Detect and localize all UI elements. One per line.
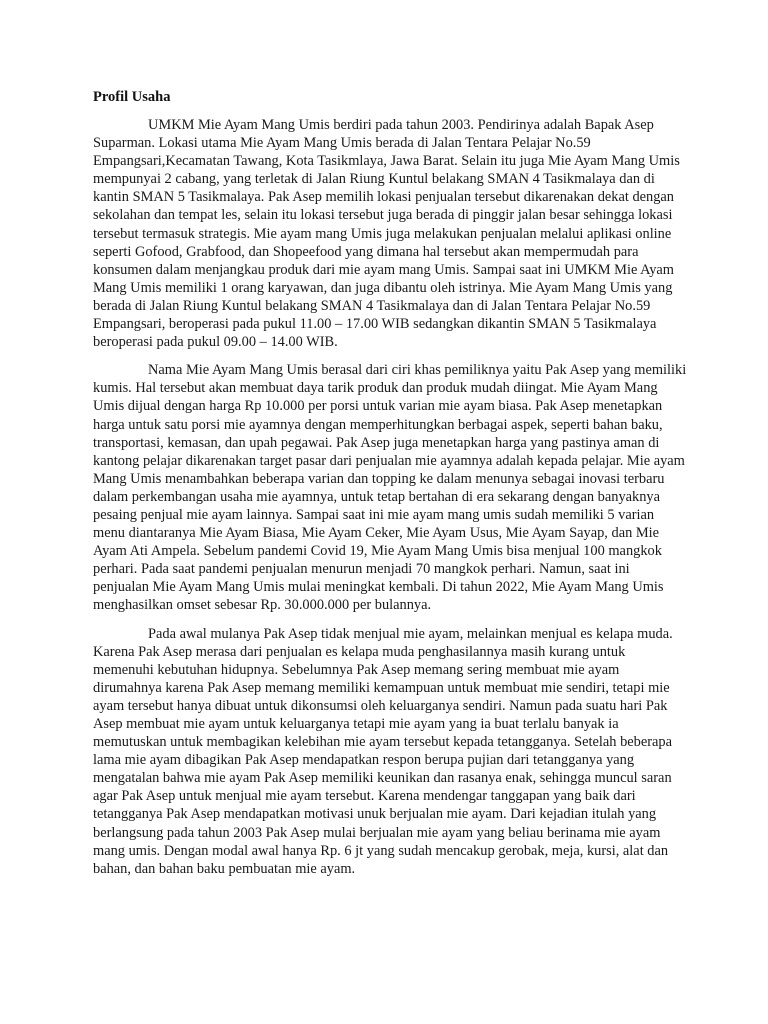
paragraph-2: Nama Mie Ayam Mang Umis berasal dari ciri khas pemiliknya yaitu Pak Asep yang memiliki kumis. Hal tersebut akan membuat daya tarik produk dan produk mudah diingat. Mie Ayam Mang Umis dijual dengan harga Rp 10.000 per porsi untuk varian mie ayam biasa. Pak Asep menetapkan harga untuk satu porsi mie ayamnya dengan memperhitungkan berbagai aspek, seperti bahan baku, transportasi, kemasan, dan upah pegawai. Pak Asep juga menetapkan harga yang pastinya aman di kantong pelajar dikarenakan target pasar dari penjualan mie ayamnya adalah kepada pelajar. Mie ayam Mang Umis menambahkan beberapa varian dan topping ke dalam menunya sebagai inovasi terbaru dalam perkembangan usaha mie ayamnya, untuk tetap bertahan di era sekarang dengan banyaknya pesaing penjual mie ayam lainnya. Sampai saat ini mie ayam mang umis sudah memiliki 5 varian menu diantaranya Mie Ayam Biasa, Mie Ayam Ceker, Mie Ayam Usus, Mie Ayam Sayap, dan Mie Ayam Ati Ampela. Sebelum pandemi Covid 19, Mie Ayam Mang Umis bisa menjual 100 mangkok perhari. Pada saat pandemi penjualan menurun menjadi 70 mangkok perhari. Namun, saat ini penjualan Mie Ayam Mang Umis mulai meningkat kembali. Di tahun 2022, Mie Ayam Mang Umis menghasilkan omset sebesar Rp. 30.000.000 per bulannya. — [93, 362, 687, 614]
document-body — [93, 116, 688, 888]
section-heading: Profil Usaha — [93, 89, 171, 105]
paragraph-1: UMKM Mie Ayam Mang Umis berdiri pada tahun 2003. Pendirinya adalah Bapak Asep Suparman. Lokasi utama Mie Ayam Mang Umis berada di Jalan Tentara Pelajar No.59 Empangsari,Kecamatan Tawang, Kota Tasikmlaya, Jawa Barat. Selain itu juga Mie Ayam Mang Umis mempunyai 2 cabang, yang terletak di Jalan Riung Kuntul belakang SMAN 4 Tasikmalaya dan di kantin SMAN 5 Tasikmalaya. Pak Asep memilih lokasi penjualan tersebut dikarenakan dekat dengan sekolahan dan tempat les, selain itu lokasi tersebut juga berada di pinggir jalan besar sehingga lokasi tersebut termasuk strategis. Mie ayam mang Umis juga melakukan penjualan melalui aplikasi online seperti Gofood, Grabfood, dan Shopeefood yang dimana hal tersebut akan mempermudah para konsumen dalam menjangkau produk dari mie ayam mang Umis. Sampai saat ini UMKM Mie Ayam Mang Umis memiliki 1 orang karyawan, dan juga dibantu oleh istrinya. Mie Ayam Mang Umis yang berada di Jalan Riung Kuntul belakang SMAN 4 Tasikmalaya dan di Jalan Tentara Pelajar No.59 Empangsari, beroperasi pada pukul 11.00 – 17.00 WIB sedangkan dikantin SMAN 5 Tasikmalaya beroperasi pada pukul 09.00 – 14.00 WIB. — [93, 117, 680, 351]
paragraph-3: Pada awal mulanya Pak Asep tidak menjual mie ayam, melainkan menjual es kelapa muda. Karena Pak Asep merasa dari penjualan es kelapa muda penghasilannya masih kurang untuk memenuhi kebutuhan hidupnya. Sebelumnya Pak Asep memang sering membuat mie ayam dirumahnya karena Pak Asep memang memiliki kemampuan untuk membuat mie sendiri, tetapi mie ayam tersebut hanya dibuat untuk dikonsumsi oleh keluarganya sendiri. Namun pada suatu hari Pak Asep membuat mie ayam untuk keluarganya tetapi mie ayam yang ia buat terlalu banyak ia memutuskan untuk membagikan kelebihan mie ayam tersebut kepada tetangganya. Setelah beberapa lama mie ayam dibagikan Pak Asep mendapatkan respon berupa pujian dari tetangganya yang mengatalan bahwa mie ayam Pak Asep memiliki keunikan dan rasanya enak, sehingga muncul saran agar Pak Asep untuk menjual mie ayam tersebut. Karena mendengar tanggapan yang baik dari tetangganya Pak Asep mendapatkan motivasi unuk berjualan mie ayam. Dari kejadian itulah yang berlangsung pada tahun 2003 Pak Asep mulai berjualan mie ayam yang beliau berinama mie ayam mang umis. Dengan modal awal hanya Rp. 6 jt yang sudah mencakup gerobak, meja, kursi, alat dan bahan, dan bahan baku pembuatan mie ayam. — [93, 625, 673, 877]
